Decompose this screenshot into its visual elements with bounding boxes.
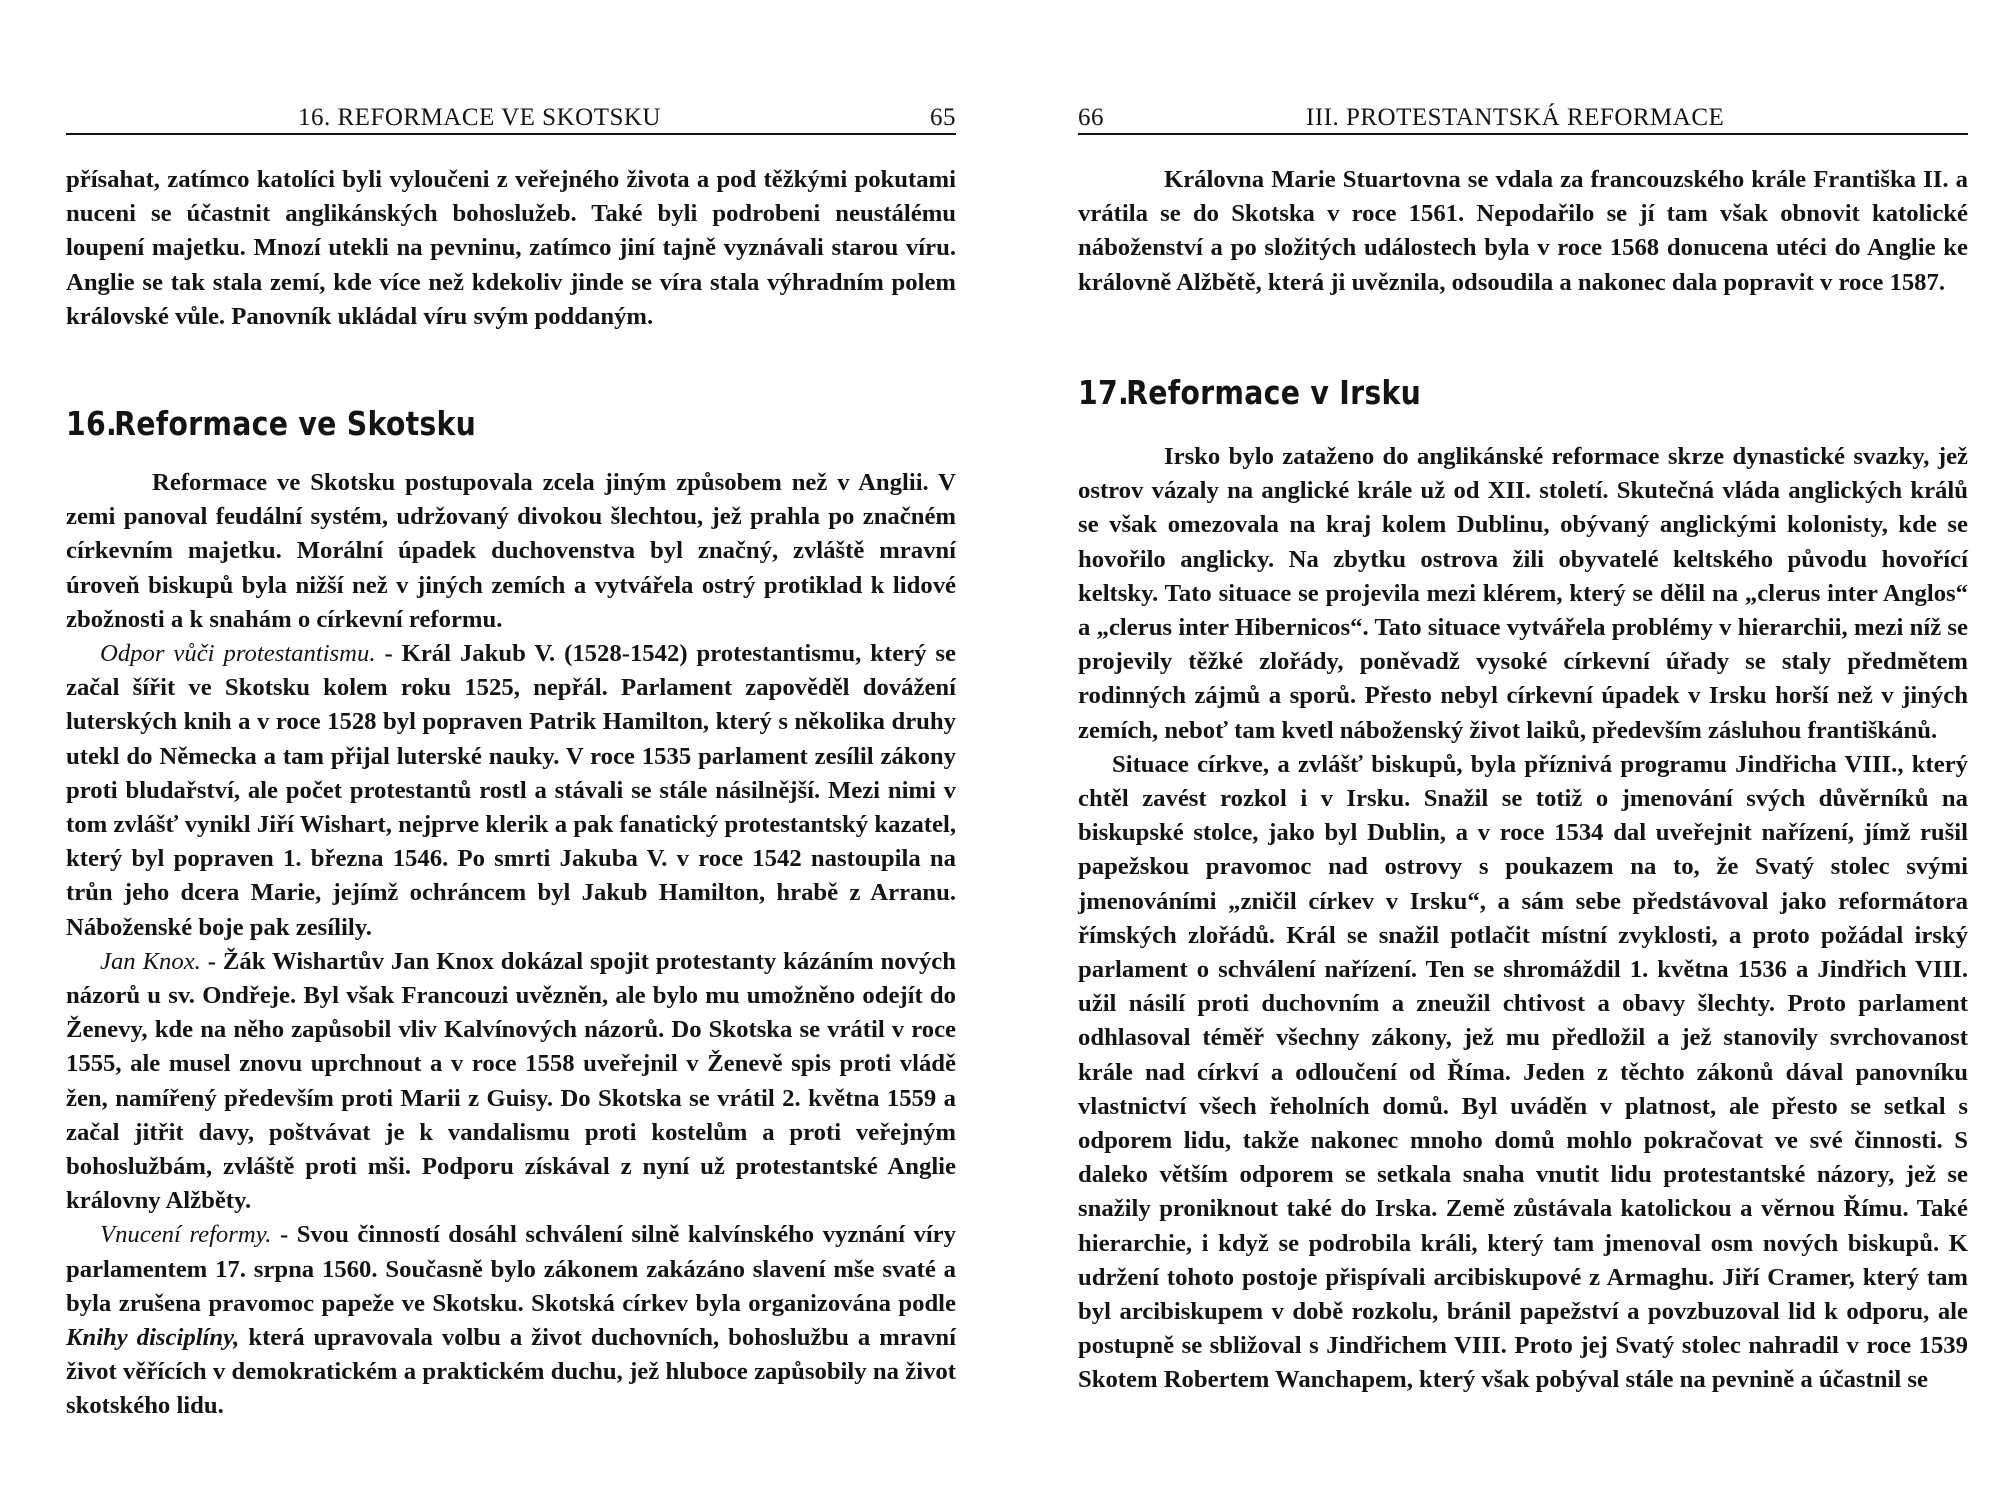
section-heading-16 <box>66 402 476 446</box>
right-running-header <box>1078 101 1968 135</box>
paragraph-text: Reformace ve Skotsku postupovala zcela jiným způsobem než v Anglii. V zemi panoval feudální systém, udržovaný divokou šlechtou, jež prahla po značném církevním majetku. Morální úpadek duchovenstva byl značný, zvláště mravní úroveň biskupů byla nižší než v jiných zemích a vytvářela ostrý protiklad k lidové zbožnosti a k snahám o církevní reformu. <box>66 469 956 633</box>
paragraph-text: - Svou činností dosáhl schválení silně kalvínského vyznání víry parlamentem 17. srpna 1560. Současně bylo zákonem zakázáno slavení mše svaté a byla zrušena pravomoc papeže ve Skotsku. Skotská církev byla organizována podle <box>66 1221 956 1317</box>
paragraph-text: - Žák Wishartův Jan Knox dokázal spojit protestanty kázáním nových názorů u sv. Ondřeje. Byl však Francouzi uvězněn, ale bylo mu umožněno odejít do Ženevy, kde na něho zapůsobil vliv Kalvínových názorů. Do Skotska se vrátil v roce 1555, ale musel znovu uprchnout a v roce 1558 uveřejnil v Ženevě spis proti vládě žen, namířený především proti Marii z Guisy. Do Skotska se vrátil 2. května 1559 a začal jitřit davy, poštvávat je k vandalismu proti kostelům a proti veřejným bohoslužbám, zvláště proti mši. Podporu získával z nyní už protestantské Anglie královny Alžběty. <box>66 947 956 1215</box>
paragraph-lead: Vnucení reformy. <box>100 1221 272 1249</box>
paragraph-lead: Jan Knox. <box>100 947 201 975</box>
paragraph-text: která upravovala volbu a život duchovních, bohoslužbu a mravní život věřících v demokratickém a praktickém duchu, jež hluboce zapůsobily na život skotského lidu. <box>66 1324 957 1420</box>
right-carryover-text <box>1078 163 1968 300</box>
left-header-title: 16. REFORMACE VE SKOTSKU <box>298 104 661 131</box>
paragraph <box>66 466 956 637</box>
section-title: Reformace ve Skotsku <box>114 404 477 443</box>
right-page-number: 66 <box>1078 104 1104 131</box>
left-page-number: 65 <box>930 104 956 131</box>
carryover-paragraph: přísahat, zatímco katolíci byli vyloučeni z veřejného života a pod těžkými pokutami nuceni se účastnit anglikánských bohoslužeb. Také byli podrobeni neustálému loupení majetku. Mnozí utekli na pevninu, zatímco jiní tajně vyznávali starou víru. Anglie se tak stala zemí, kde více než kdekoliv jinde se víra stala výhradním polem královské vůle. Panovník ukládal víru svým poddaným. <box>66 166 956 330</box>
paragraph-lead: Odpor vůči protestantismu. <box>100 640 376 668</box>
paragraph <box>66 1218 956 1423</box>
carryover-paragraph: Královna Marie Stuartovna se vdala za francouzského krále Františka II. a vrátila se do Skotska v roce 1561. Nepodařilo se jí tam však obnovit katolické náboženství a po složitých událostech byla v roce 1568 donucena utéci do Anglie ke královně Alžbětě, která ji uvěznila, odsoudila a nakonec dala popravit v roce 1587. <box>1078 166 1968 296</box>
left-page <box>66 0 956 1500</box>
right-page <box>1078 0 1968 1500</box>
left-section-body <box>66 466 956 1424</box>
paragraph: Situace církve, a zvlášť biskupů, byla příznivá programu Jindřicha VIII., který chtěl zavést rozkol i v Irsku. Snažil se totiž o jmenování svých důvěrníků na biskupské stolce, jako byl Dublin, a v roce 1534 dal uveřejnit nařízení, jímž rušil papežskou pravomoc nad ostrovy s poukazem na to, že Svatý stolec svými jmenováními „zničil církev v Irsku“, a sám sebe předstávoval jako reformátora římských zlořádů. Král se snažil potlačit místní zvyklosti, a proto požádal irský parlament o schválení nařízení. Ten se shromáždil 1. května 1536 a Jindřich VIII. užil násilí proti duchovním a zneužil chtivost a obavy šlechty. Proto parlament odhlasoval téměř všechny zákony, jež mu předložil a jež stanovily svrchovanost krále nad církví a odloučení od Říma. Jeden z těchto zákonů dával panovníku vlastnictví všech řeholních domů. Byl uváděn v platnost, ale přesto se setkal s odporem lidu, takže nakonec mnoho domů mohlo pokračovat ve své činnosti. S daleko větším odporem se setkala snaha vnutit lidu protestantské názory, jež se snažily proniknout také do Irska. Země zůstávala katolickou a věrnou Římu. Také hierarchie, i když se podrobila králi, který tam jmenoval osm nových biskupů. K udržení tohoto postoje přispívali arcibiskupové z Armaghu. Jiří Cramer, který tam byl arcibiskupem v době rozkolu, bránil papežství a povzbuzoval lid k odporu, ale postupně se sbližoval s Jindřichem VIII. Proto jej Svatý stolec nahradil v roce 1539 Skotem Robertem Wanchapem, který však pobýval stále na pevnině a účastnil se <box>1078 750 1968 1394</box>
left-running-header <box>66 101 956 135</box>
section-heading-17 <box>1078 371 1421 415</box>
right-header-title: III. PROTESTANTSKÁ REFORMACE <box>1306 104 1725 131</box>
left-carryover-text <box>66 163 956 334</box>
section-number: 16. <box>66 404 118 443</box>
paragraph <box>66 637 956 945</box>
paragraph-text: - Král Jakub V. (1528-1542) protestantismu, který se začal šířit ve Skotsku kolem roku 1525, nepřál. Parlament zapověděl dovážení luterských knih a v roce 1528 byl popraven Patrik Hamilton, který s několika druhy utekl do Německa a tam přijal luterské nauky. V roce 1535 parlament zesílil zákony proti bludařství, ale počet protestantů rostl a stávali se stále násilnější. Mezi nimi v tom zvlášť vynikl Jiří Wishart, nejprve klerik a pak fanatický protestantský kazatel, který byl popraven 1. března 1546. Po smrti Jakuba V. v roce 1542 nastoupila na trůn jeho dcera Marie, jejímž ochráncem byl Jakub Hamilton, hrabě z Arranu. Náboženské boje pak zesílily. <box>66 640 956 941</box>
section-title: Reformace v Irsku <box>1126 373 1422 412</box>
right-header-rule <box>1078 133 1968 135</box>
book-title: Knihy disciplíny, <box>66 1324 240 1352</box>
paragraph: Irsko bylo zataženo do anglikánské reformace skrze dynastické svazky, jež ostrov vázaly na anglické krále už od XII. století. Skutečná vláda anglických králů se však omezovala na kraj kolem Dublinu, obývaný anglickými kolonisty, kde se hovořilo anglicky. Na zbytku ostrova žili obyvatelé keltského původu hovořící keltsky. Tato situace se projevila mezi klérem, který se dělil na „clerus inter Anglos“ a „clerus inter Hibernicos“. Tato situace vytvářela problémy v hierarchii, mezi níž se projevily těžké zlořády, poněvadž vysoké církevní úřady se staly předmětem rodinných zájmů a sporů. Přesto nebyl církevní úpadek v Irsku horší než v jiných zemích, neboť tam kvetl náboženský život laiků, především zásluhou františkánů. <box>1078 443 1968 744</box>
paragraph <box>66 945 956 1219</box>
left-header-rule <box>66 133 956 135</box>
right-section-body <box>1078 440 1968 1398</box>
section-number: 17. <box>1078 373 1130 412</box>
